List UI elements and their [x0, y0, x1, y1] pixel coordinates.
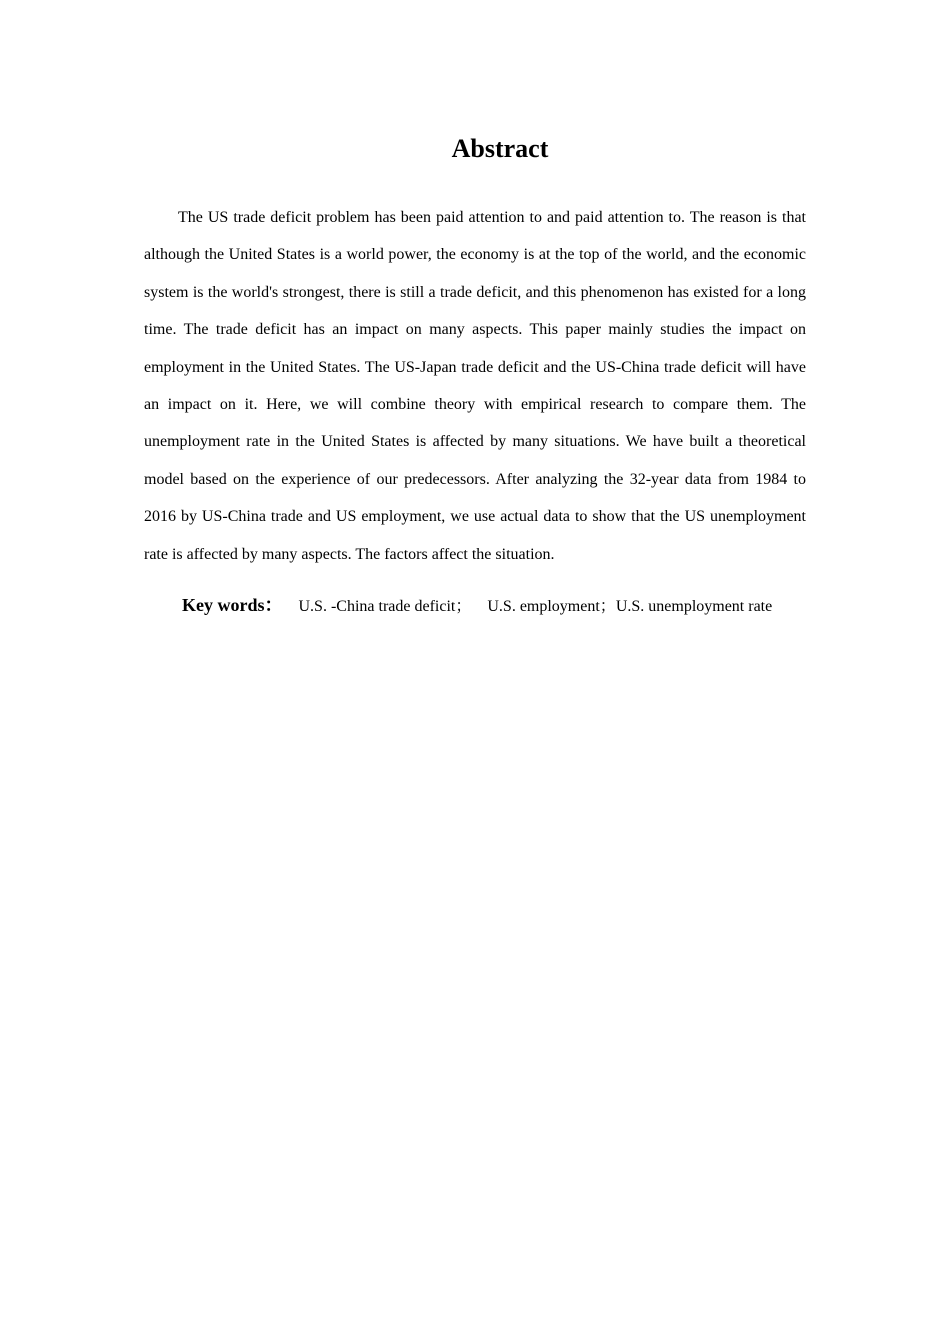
keyword-item: U.S. -China trade deficit [298, 598, 456, 615]
keyword-item: U.S. unemployment rate [615, 598, 773, 615]
abstract-title: Abstract [451, 134, 549, 163]
keyword-separator: ； [599, 598, 616, 615]
abstract-body: The US trade deficit problem has been paid attention to and paid attention to. The reason is that although the United States is a world power, the economy is at the top of the world, and the economic system is the world's strongest, there is still a trade deficit, and this phenomenon has existed for a long time. The trade deficit has an impact on many aspects. This paper mainly studies the impact on employment in the United States. The US-Japan trade deficit and the US-China trade deficit will have an impact on it. Here, we will combine theory with empirical research to compare them. The unemployment rate in the United States is affected by many situations. We have built a theoretical model based on the experience of our predecessors. After analyzing the 32-year data from 1984 to 2016 by US-China trade and US employment, we use actual data to show that the US unemployment rate is affected by many aspects. The factors affect the situation. [144, 209, 806, 563]
keywords-label: Key words： [182, 595, 283, 615]
keyword-separator: ； [455, 598, 472, 615]
keyword-item: U.S. employment [487, 598, 600, 615]
keywords-line [182, 590, 882, 622]
